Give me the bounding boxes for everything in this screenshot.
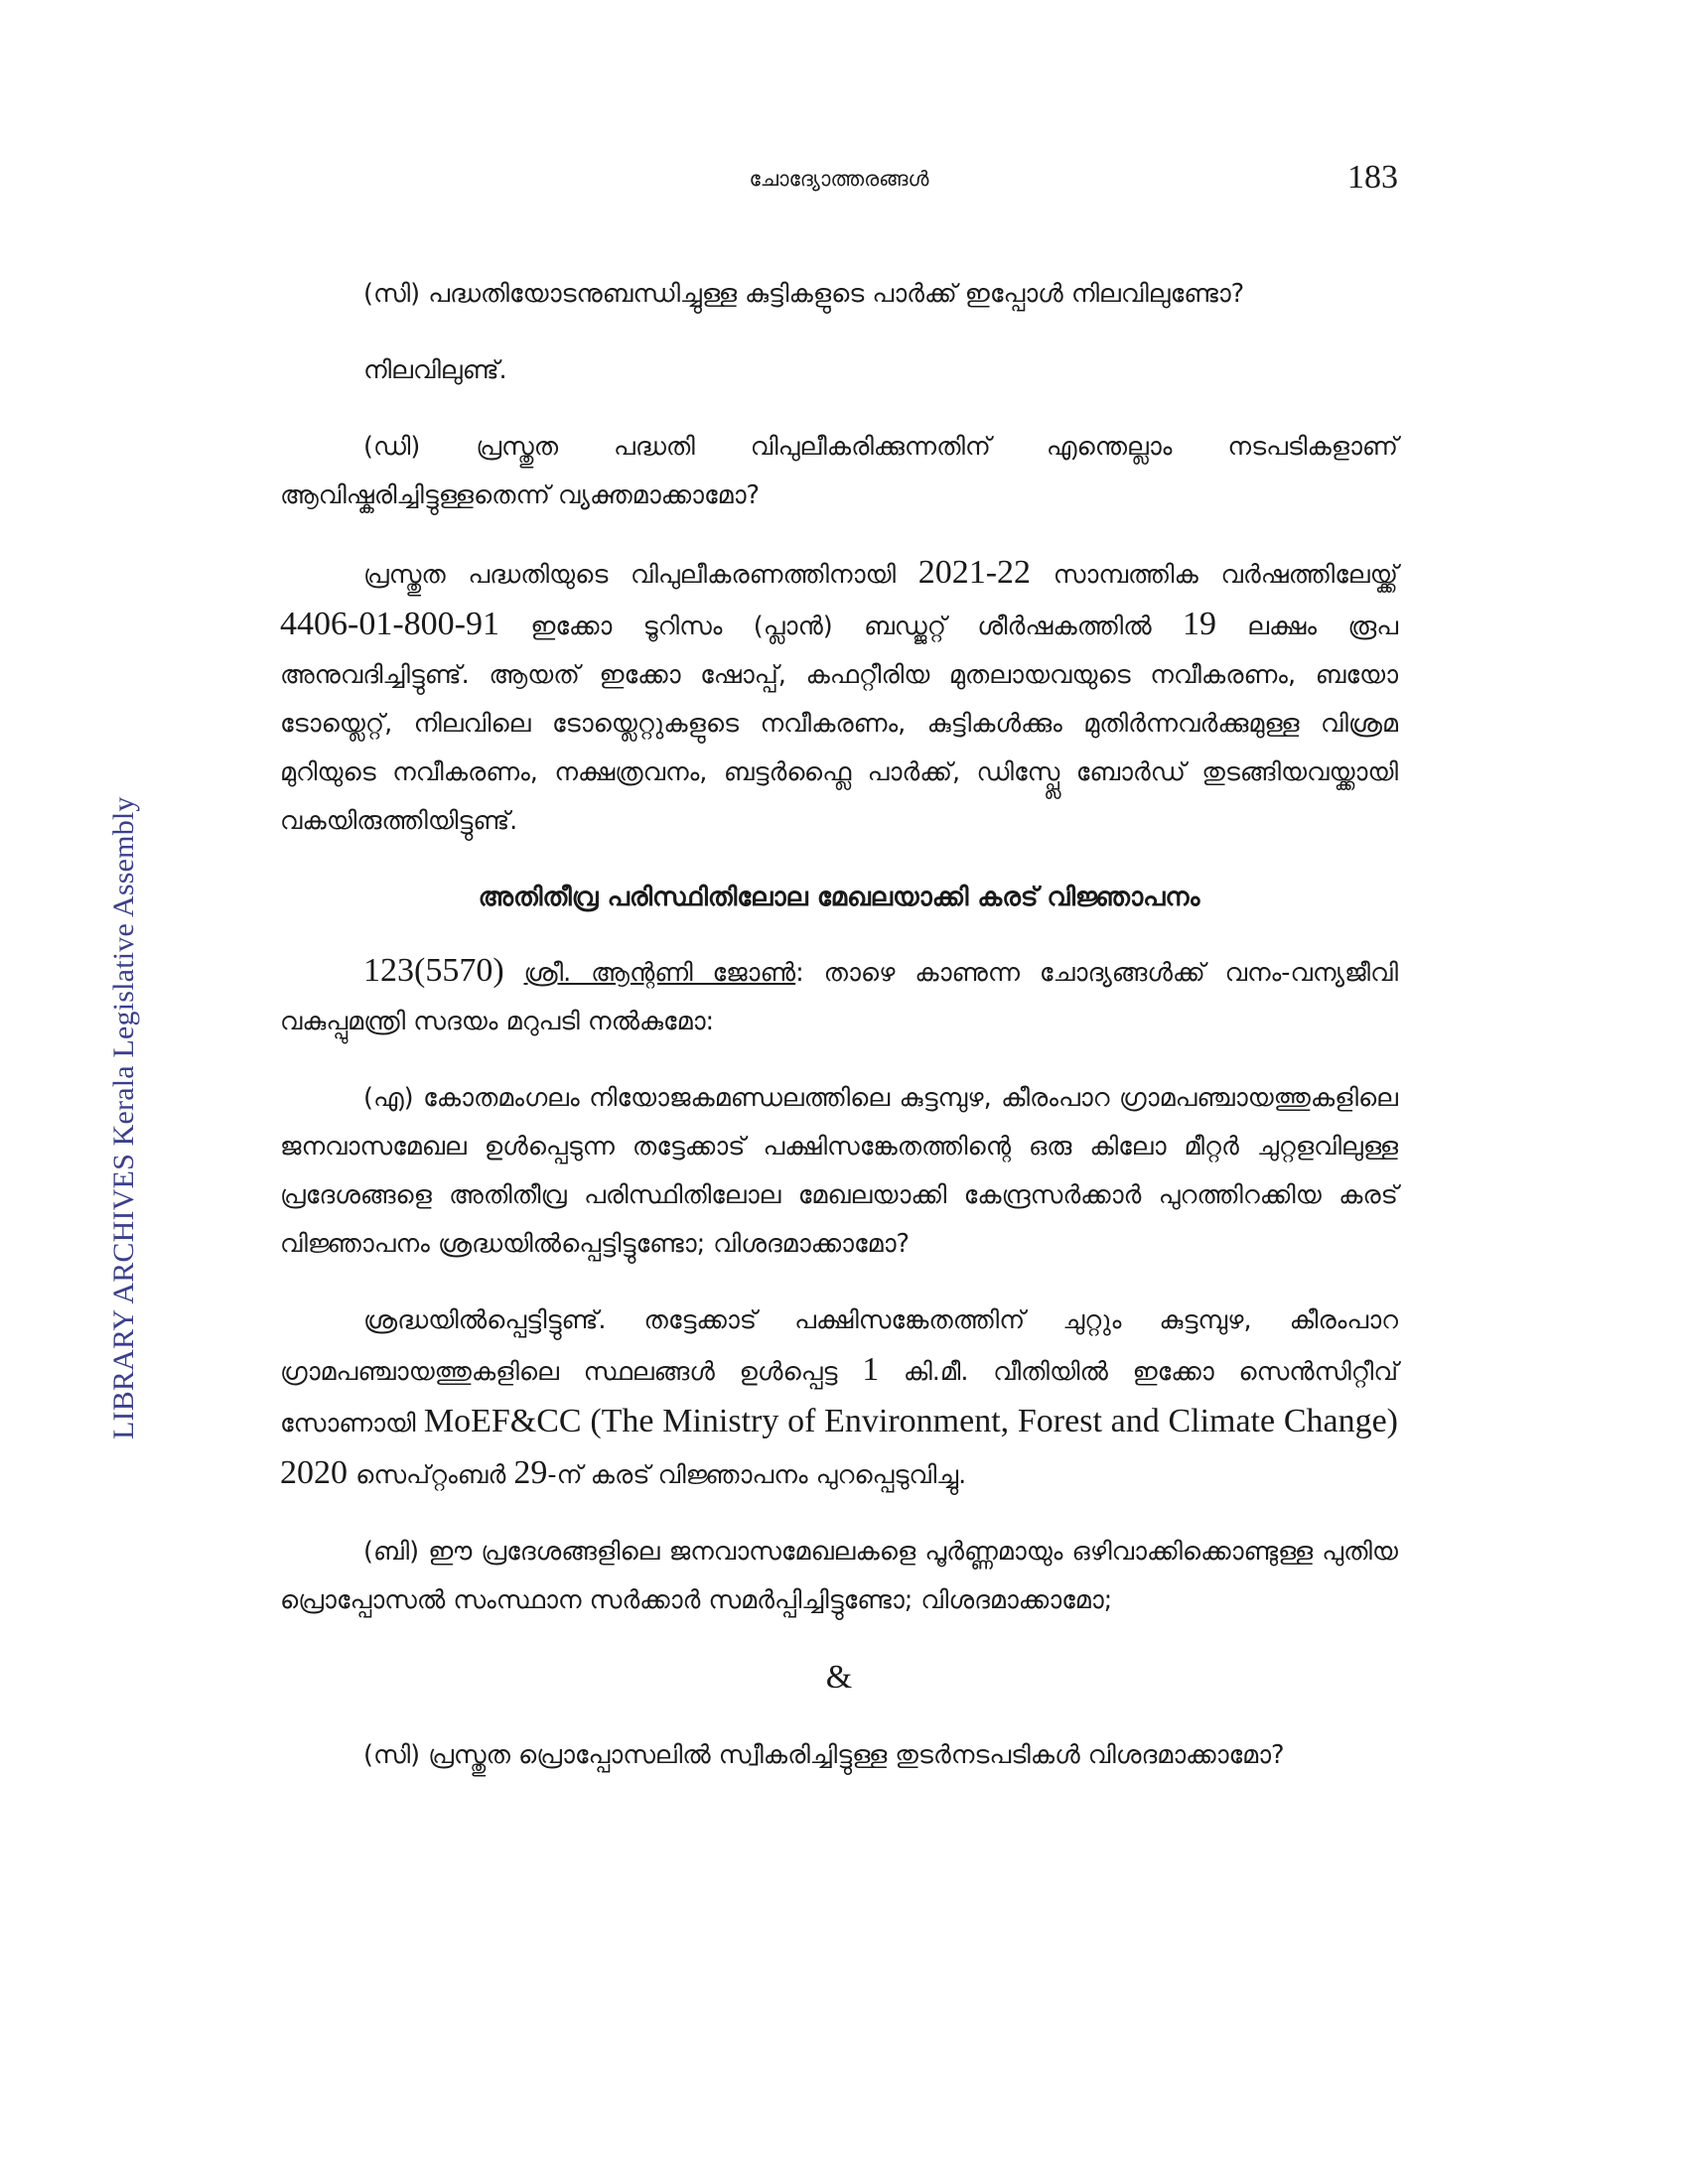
- section-heading: അതിതീവ്ര പരിസ്ഥിതിലോല മേഖലയാക്കി കരട് വിജ്ഞാപനം: [478, 883, 1200, 912]
- answer-d-text-3: ഇക്കോ ടൂറിസം (പ്ലാൻ) ബഡ്ജറ്റ് ശീർഷകത്തിൽ: [498, 612, 1183, 641]
- answer-a-draft-notification: [280, 1297, 1398, 1500]
- answer-a-text-3: സെപ്റ്റംബർ: [348, 1460, 514, 1490]
- running-head: [280, 159, 1398, 208]
- ampersand-separator: &: [825, 1659, 853, 1696]
- answer-a-text-2: കി.മീ. വീതിയിൽ ഇക്കോ സെൻസിറ്റീവ് സോണായി: [280, 1357, 1399, 1438]
- answer-a-ministry: MoEF&CC (The Ministry of Environment, Forest and Climate Change): [423, 1403, 1398, 1439]
- question-b-proposal: (ബി) ഈ പ്രദേശങ്ങളിലെ ജനവാസമേഖലകളെ പൂർണ്ണമായും ഒഴിവാക്കിക്കൊണ്ടുള്ള പുതിയ പ്രൊപ്പോസൽ സംസ്ഥാന സർക്കാർ സമർപ്പിച്ചിട്ടുണ്ടോ; വിശദമാക്കാമോ;: [280, 1537, 1398, 1615]
- question-c-followup: (സി) പ്രസ്തുത പ്രൊപ്പോസലിൽ സ്വീകരിച്ചിട്ടുള്ള തുടർനടപടികൾ വിശദമാക്കാമോ?: [363, 1740, 1285, 1770]
- question-intro-text: : താഴെ കാണുന്ന ചോദ്യങ്ങൾക്ക് വനം-വന്യജീവി വകുപ്പുമന്ത്രി സദയം മറുപടി നൽകുമോ:: [280, 958, 1399, 1036]
- answer-d-text-2: സാമ്പത്തിക വർഷത്തിലേയ്ക്ക്: [1031, 560, 1398, 590]
- answer-a-distance: 1: [862, 1351, 880, 1388]
- answer-d-budget-code: 4406-01-800-91: [280, 606, 499, 642]
- question-123-intro: [280, 946, 1398, 1046]
- answer-d-year: 2021-22: [917, 554, 1032, 591]
- question-a-draft-notification: (എ) കോതമംഗലം നിയോജകമണ്ഡലത്തിലെ കുട്ടമ്പുഴ, കീരംപാറ ഗ്രാമപഞ്ചായത്തുകളിലെ ജനവാസമേഖല ഉൾപ്പെടുന്ന തട്ടേക്കാട് പക്ഷിസങ്കേതത്തിന്റെ ഒരു കിലോ മീറ്റർ ചുറ്റളവിലുള്ള പ്രദേശങ്ങളെ അതിതീവ്ര പരിസ്ഥിതിലോല മേഖലയാക്കി കേന്ദ്രസർക്കാർ പുറത്തിറക്കിയ കരട് വിജ്ഞാപനം ശ്രദ്ധയിൽപ്പെട്ടിട്ടുണ്ടോ; വിശദമാക്കാമോ?: [280, 1083, 1398, 1259]
- page-number: 183: [1347, 159, 1398, 196]
- answer-d-text-1: പ്രസ്തുത പദ്ധതിയുടെ വിപുലീകരണത്തിനായി: [363, 560, 918, 590]
- answer-d-expansion: [280, 548, 1398, 846]
- library-archives-watermark: LIBRARY ARCHIVES Kerala Legislative Assembly: [107, 796, 140, 1439]
- answer-a-year: 2020: [280, 1454, 348, 1491]
- member-name: ശ്രീ. ആന്റണി ജോൺ: [523, 958, 796, 988]
- question-number: 123(5570): [363, 952, 504, 989]
- answer-d-amount: 19: [1182, 606, 1216, 642]
- answer-a-text-4: -ന് കരട് വിജ്ഞാപനം പുറപ്പെടുവിച്ചു.: [547, 1460, 967, 1490]
- answer-c-parks: നിലവിലുണ്ട്.: [363, 355, 507, 385]
- question-c-parks: (സി) പദ്ധതിയോടനുബന്ധിച്ചുള്ള കുട്ടികളുടെ പാർക്ക് ഇപ്പോൾ നിലവിലുണ്ടോ?: [363, 279, 1245, 309]
- document-body: [280, 270, 1398, 1808]
- answer-a-text-1: ശ്രദ്ധയിൽപ്പെട്ടിട്ടുണ്ട്. തട്ടേക്കാട് പക്ഷിസങ്കേതത്തിന് ചുറ്റും കുട്ടമ്പുഴ, കീരംപാറ ഗ്രാമപഞ്ചായത്തുകളിലെ സ്ഥലങ്ങൾ ഉൾപ്പെട്ട: [280, 1305, 1398, 1387]
- question-d-expansion: (ഡി) പ്രസ്തുത പദ്ധതി വിപുലീകരിക്കുന്നതിന് എന്തെല്ലാം നടപടികളാണ് ആവിഷ്കരിച്ചിട്ടുള്ളതെന്ന് വ്യക്തമാക്കാമോ?: [280, 432, 1398, 510]
- answer-a-day: 29: [513, 1454, 548, 1491]
- running-title: ചോദ്യോത്തരങ്ങൾ: [749, 167, 929, 191]
- answer-d-text-4: ലക്ഷം രൂപ അനുവദിച്ചിട്ടുണ്ട്. ആയത് ഇക്കോ ഷോപ്പ്, കഫറ്റീരിയ മുതലായവയുടെ നവീകരണം, ബയോ ടോയ്ലെറ്റ്, നിലവിലെ ടോയ്ലെറ്റുകളുടെ നവീകരണം, കുട്ടികൾക്കും മുതിർന്നവർക്കുമുള്ള വിശ്രമ മുറിയുടെ നവീകരണം, നക്ഷത്രവനം, ബട്ടർഫ്ലൈ പാർക്ക്, ഡിസ്പ്ലേ ബോർഡ് തുടങ്ങിയവയ്ക്കായി വകയിരുത്തിയിട്ടുണ്ട്.: [280, 612, 1399, 836]
